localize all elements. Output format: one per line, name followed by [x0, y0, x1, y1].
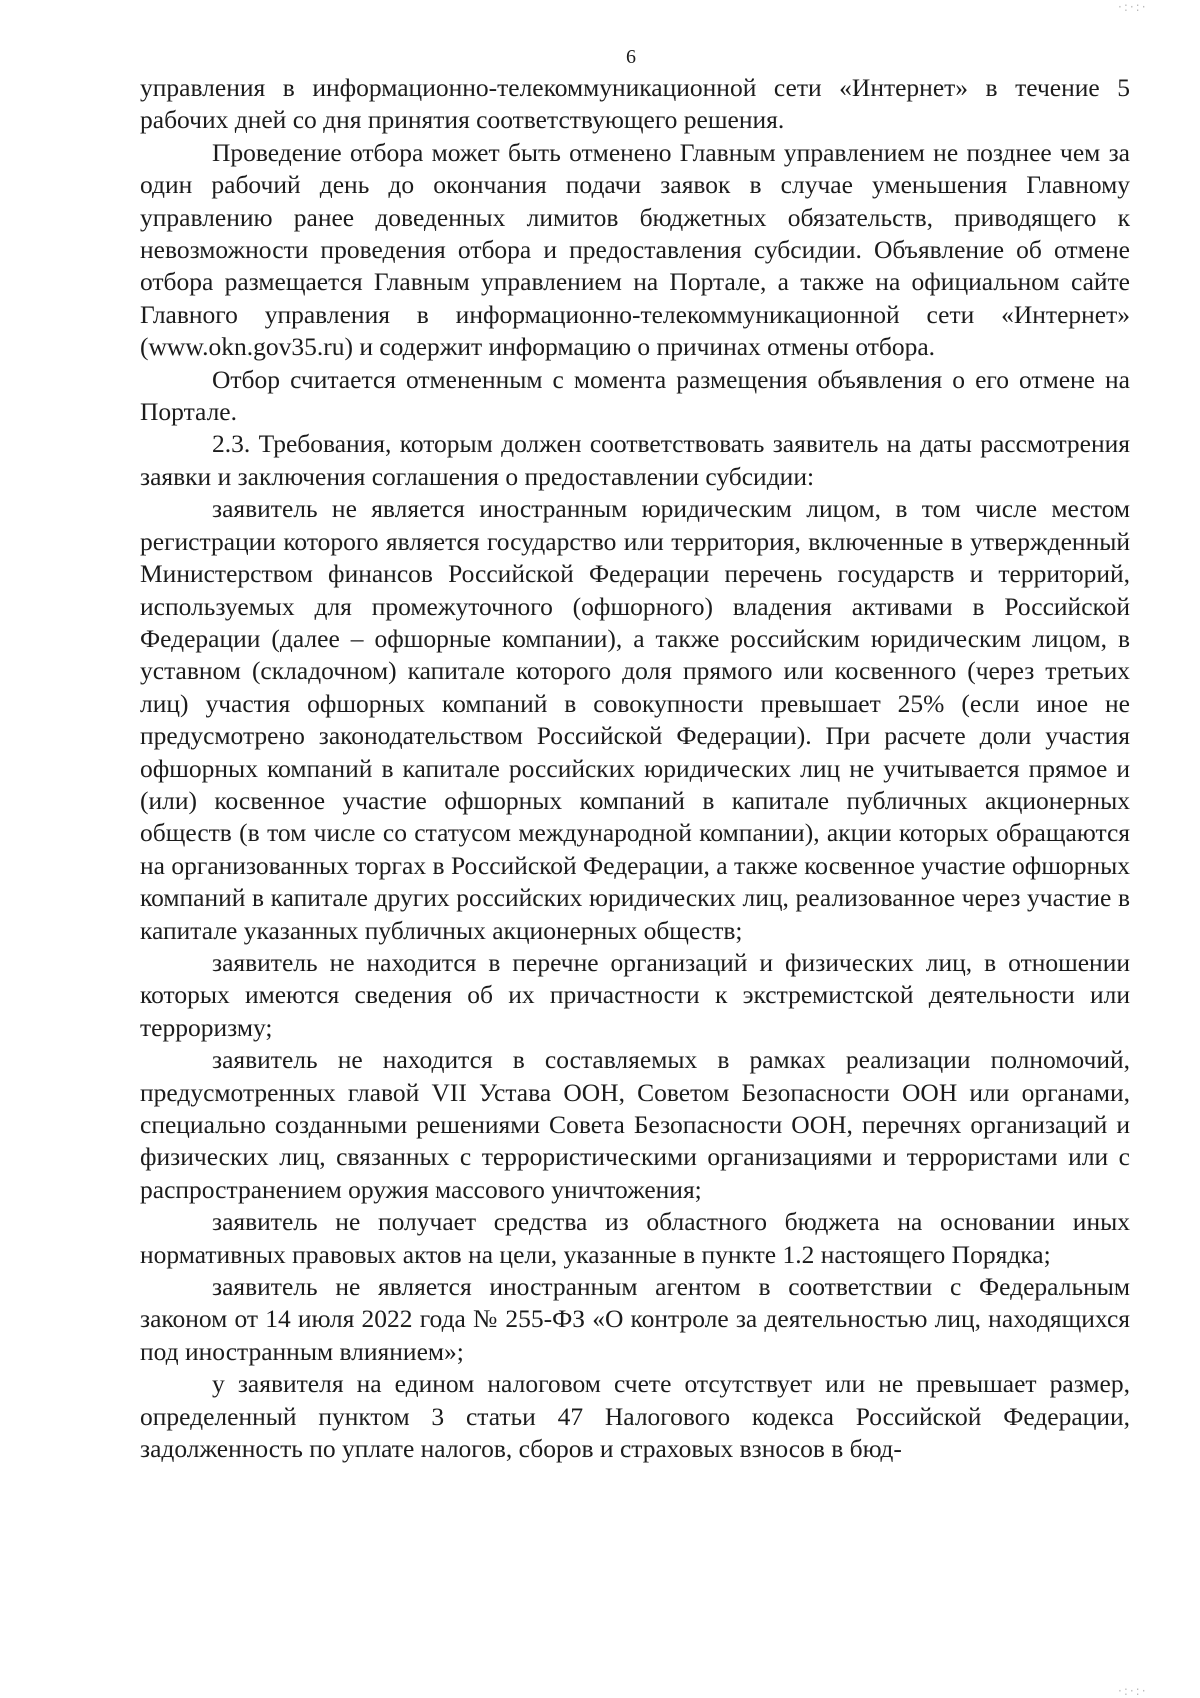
paragraph-offshore-requirement: заявитель не является иностранным юридическим лицом, в том числе местом регистрации которого является государство или территория, включенные в утвержденный Министерством финансов Российской Федерации перечень государств и территорий, используемых для промежуточного (офшорного) владения активами в Российской Федерации (далее – офшорные компании), а также российским юридическим лицом, в уставном (складочном) капитале которого доля прямого или косвенного (через третьих лиц) участия офшорных компаний в совокупности превышает 25% (если иное не предусмотрено законодательством Российской Федерации). При расчете доли участия офшорных компаний в капитале российских юридических лиц не учитывается прямое и (или) косвенное участие офшорных компаний в капитале публичных акционерных обществ (в том числе со статусом международной компании), акции которых обращаются на организованных торгах в Российской Федерации, а также косвенное участие офшорных компаний в капитале других российских юридических лиц, реализованное через участие в капитале указанных публичных акционерных обществ; [140, 494, 1130, 945]
document-page [140, 44, 1130, 1465]
paragraph-un-lists-requirement: заявитель не находится в составляемых в рамках реализации полномочий, предусмотренных главой VII Устава ООН, Советом Безопасности ООН или органами, специально созданными решениями Совета Безопасности ООН, перечнях организаций и физических лиц, связанных с террористическими организациями и террористами или с распространением оружия массового уничтожения; [140, 1045, 1130, 1204]
scan-artifact-bottom: ·:·:· [1118, 1684, 1148, 1698]
paragraph-selection-cancelled: Отбор считается отмененным с момента размещения объявления о его отмене на Портале. [140, 364, 1130, 427]
paragraph-continuation: управления в информационно-телекоммуникационной сети «Интернет» в течение 5 рабочих дней со дня принятия соответствующего решения. [140, 73, 1130, 135]
paragraph-section-2-3: 2.3. Требования, которым должен соответствовать заявитель на даты рассмотрения заявки и заключения соглашения о предоставлении субсидии: [140, 429, 1130, 491]
paragraph-foreign-agent-requirement: заявитель не является иностранным агентом в соответствии с Федеральным законом от 14 июля 2022 года № 255-ФЗ «О контроле за деятельностью лиц, находящихся под иностранным влиянием»; [140, 1272, 1130, 1366]
paragraph-tax-debt-requirement: у заявителя на едином налоговом счете отсутствует или не превышает размер, определенный пунктом 3 статьи 47 Налогового кодекса Российской Федерации, задолженность по уплате налогов, сборов и страховых взносов в бюд- [140, 1369, 1130, 1464]
scan-artifact-top: ·:·:· [1118, 0, 1148, 14]
paragraph-regional-budget-requirement: заявитель не получает средства из областного бюджета на основании иных нормативных правовых актов на цели, указанные в пункте 1.2 настоящего Порядка; [140, 1207, 1130, 1269]
paragraph-selection-cancellation: Проведение отбора может быть отменено Главным управлением не позднее чем за один рабочий день до окончания подачи заявок в случае уменьшения Главному управлению ранее доведенных лимитов бюджетных обязательств, приводящего к невозможности проведения отбора и предоставления субсидии. Объявление об отмене отбора размещается Главным управлением на Портале, а также на официальном сайте Главного управления в информационно-телекоммуникационной сети «Интернет» (www.okn.gov35.ru) и содержит информацию о причинах отмены отбора. [140, 137, 1130, 362]
page-number: 6 [626, 46, 636, 68]
paragraph-extremism-requirement: заявитель не находится в перечне организаций и физических лиц, в отношении которых имеются сведения об их причастности к экстремистской деятельности или терроризму; [140, 947, 1130, 1042]
